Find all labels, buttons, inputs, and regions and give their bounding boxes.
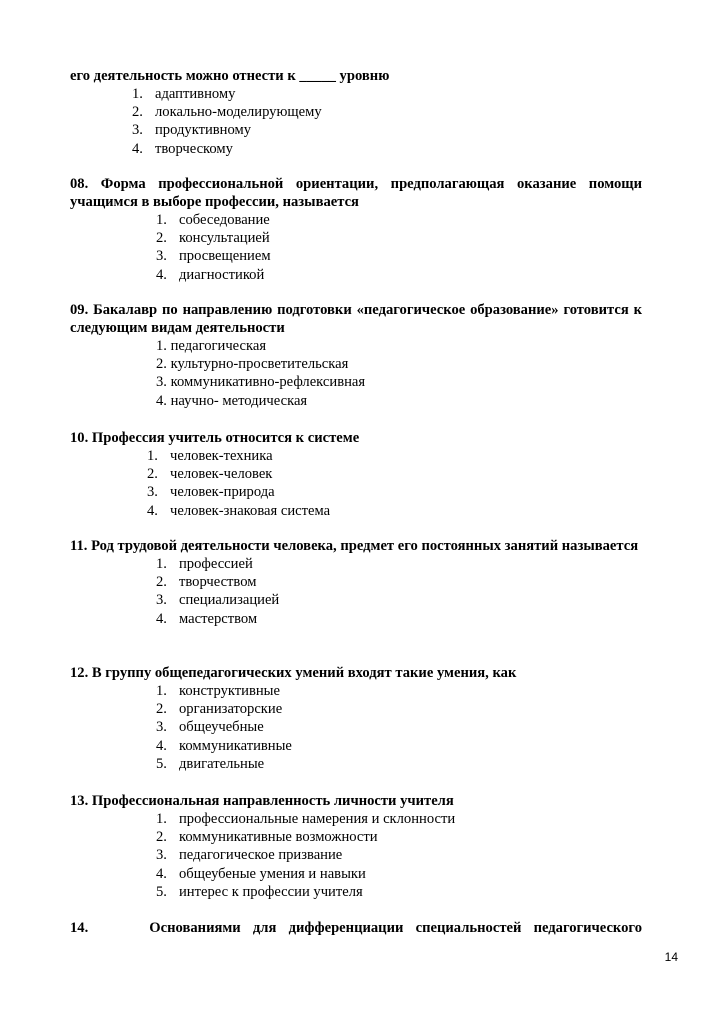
answer-option: 3. просвещением [156,248,271,265]
question-title: 13. Профессиональная направленность личности учителя [70,793,454,809]
question-title: 10. Профессия учитель относится к системе [70,430,360,446]
answer-option: 1. адаптивному [132,86,236,102]
question-title: 11. Род трудовой деятельности человека, предмет его постоянных занятий называется [70,538,639,554]
answer-option: 4. человек-знаковая система [147,502,331,519]
answer-option: 3. педагогическое призвание [156,847,343,864]
answer-option: 2. культурно-просветительская [156,356,349,373]
answer-option: 4. научно- методическая [156,392,308,409]
question-11 [70,537,642,628]
answer-option: 2. локально-моделирующему [132,104,322,121]
question-title: 08. Форма профессиональной ориентации, предполагающая оказание помощи учащимся в выборе профессии, называется [70,176,642,210]
answer-option: 4. диагностикой [156,266,265,283]
answer-option: 5. двигательные [156,755,265,772]
answer-option: 2. организаторские [156,701,283,718]
question-08 [70,175,642,284]
answer-option: 1. собеседование [156,212,270,228]
page-number: 14 [664,950,678,964]
question-12 [70,664,642,773]
question-title: 14. Основаниями для дифференциации специальностей педагогического [70,920,642,936]
answer-option: 3. специализацией [156,592,280,609]
answer-option: 4. творческому [132,140,233,157]
answer-options [147,447,642,520]
answer-option: 1. человек-техника [147,448,273,464]
answer-option: 1. профессией [156,556,253,572]
answer-option: 2. человек-человек [147,466,273,483]
answer-options [156,337,642,410]
question-title: 12. В группу общепедагогических умений входят такие умения, как [70,665,517,681]
question-09 [70,301,642,410]
answer-option: 3. человек-природа [147,484,275,501]
answer-option: 3. коммуникативно-рефлексивная [156,374,366,391]
question-title: 09. Бакалавр по направлению подготовки «педагогическое образование» готовится к следующим видам деятельности [70,302,642,336]
question-13 [70,792,642,901]
answer-options [156,810,642,901]
answer-options [132,85,642,158]
answer-option: 4. коммуникативные [156,737,292,754]
answer-option: 3. общеучебные [156,719,264,736]
question-07 [70,67,642,158]
answer-option: 1. профессиональные намерения и склонности [156,811,456,827]
answer-option: 4. мастерством [156,610,258,627]
question-title: его деятельность можно отнести к _____ уровню [70,68,390,84]
answer-option: 2. консультацией [156,230,270,247]
answer-options [156,682,642,773]
answer-option: 3. продуктивному [132,122,252,139]
answer-options [156,211,642,284]
answer-option: 1. конструктивные [156,683,280,699]
answer-option: 5. интерес к профессии учителя [156,883,363,900]
answer-option: 2. творчеством [156,574,257,591]
answer-options [156,555,642,628]
answer-option: 1. педагогическая [156,338,267,354]
question-10 [70,429,642,520]
question-14 [70,919,642,937]
answer-option: 2. коммуникативные возможности [156,829,378,846]
answer-option: 4. общеубеные умения и навыки [156,865,366,882]
